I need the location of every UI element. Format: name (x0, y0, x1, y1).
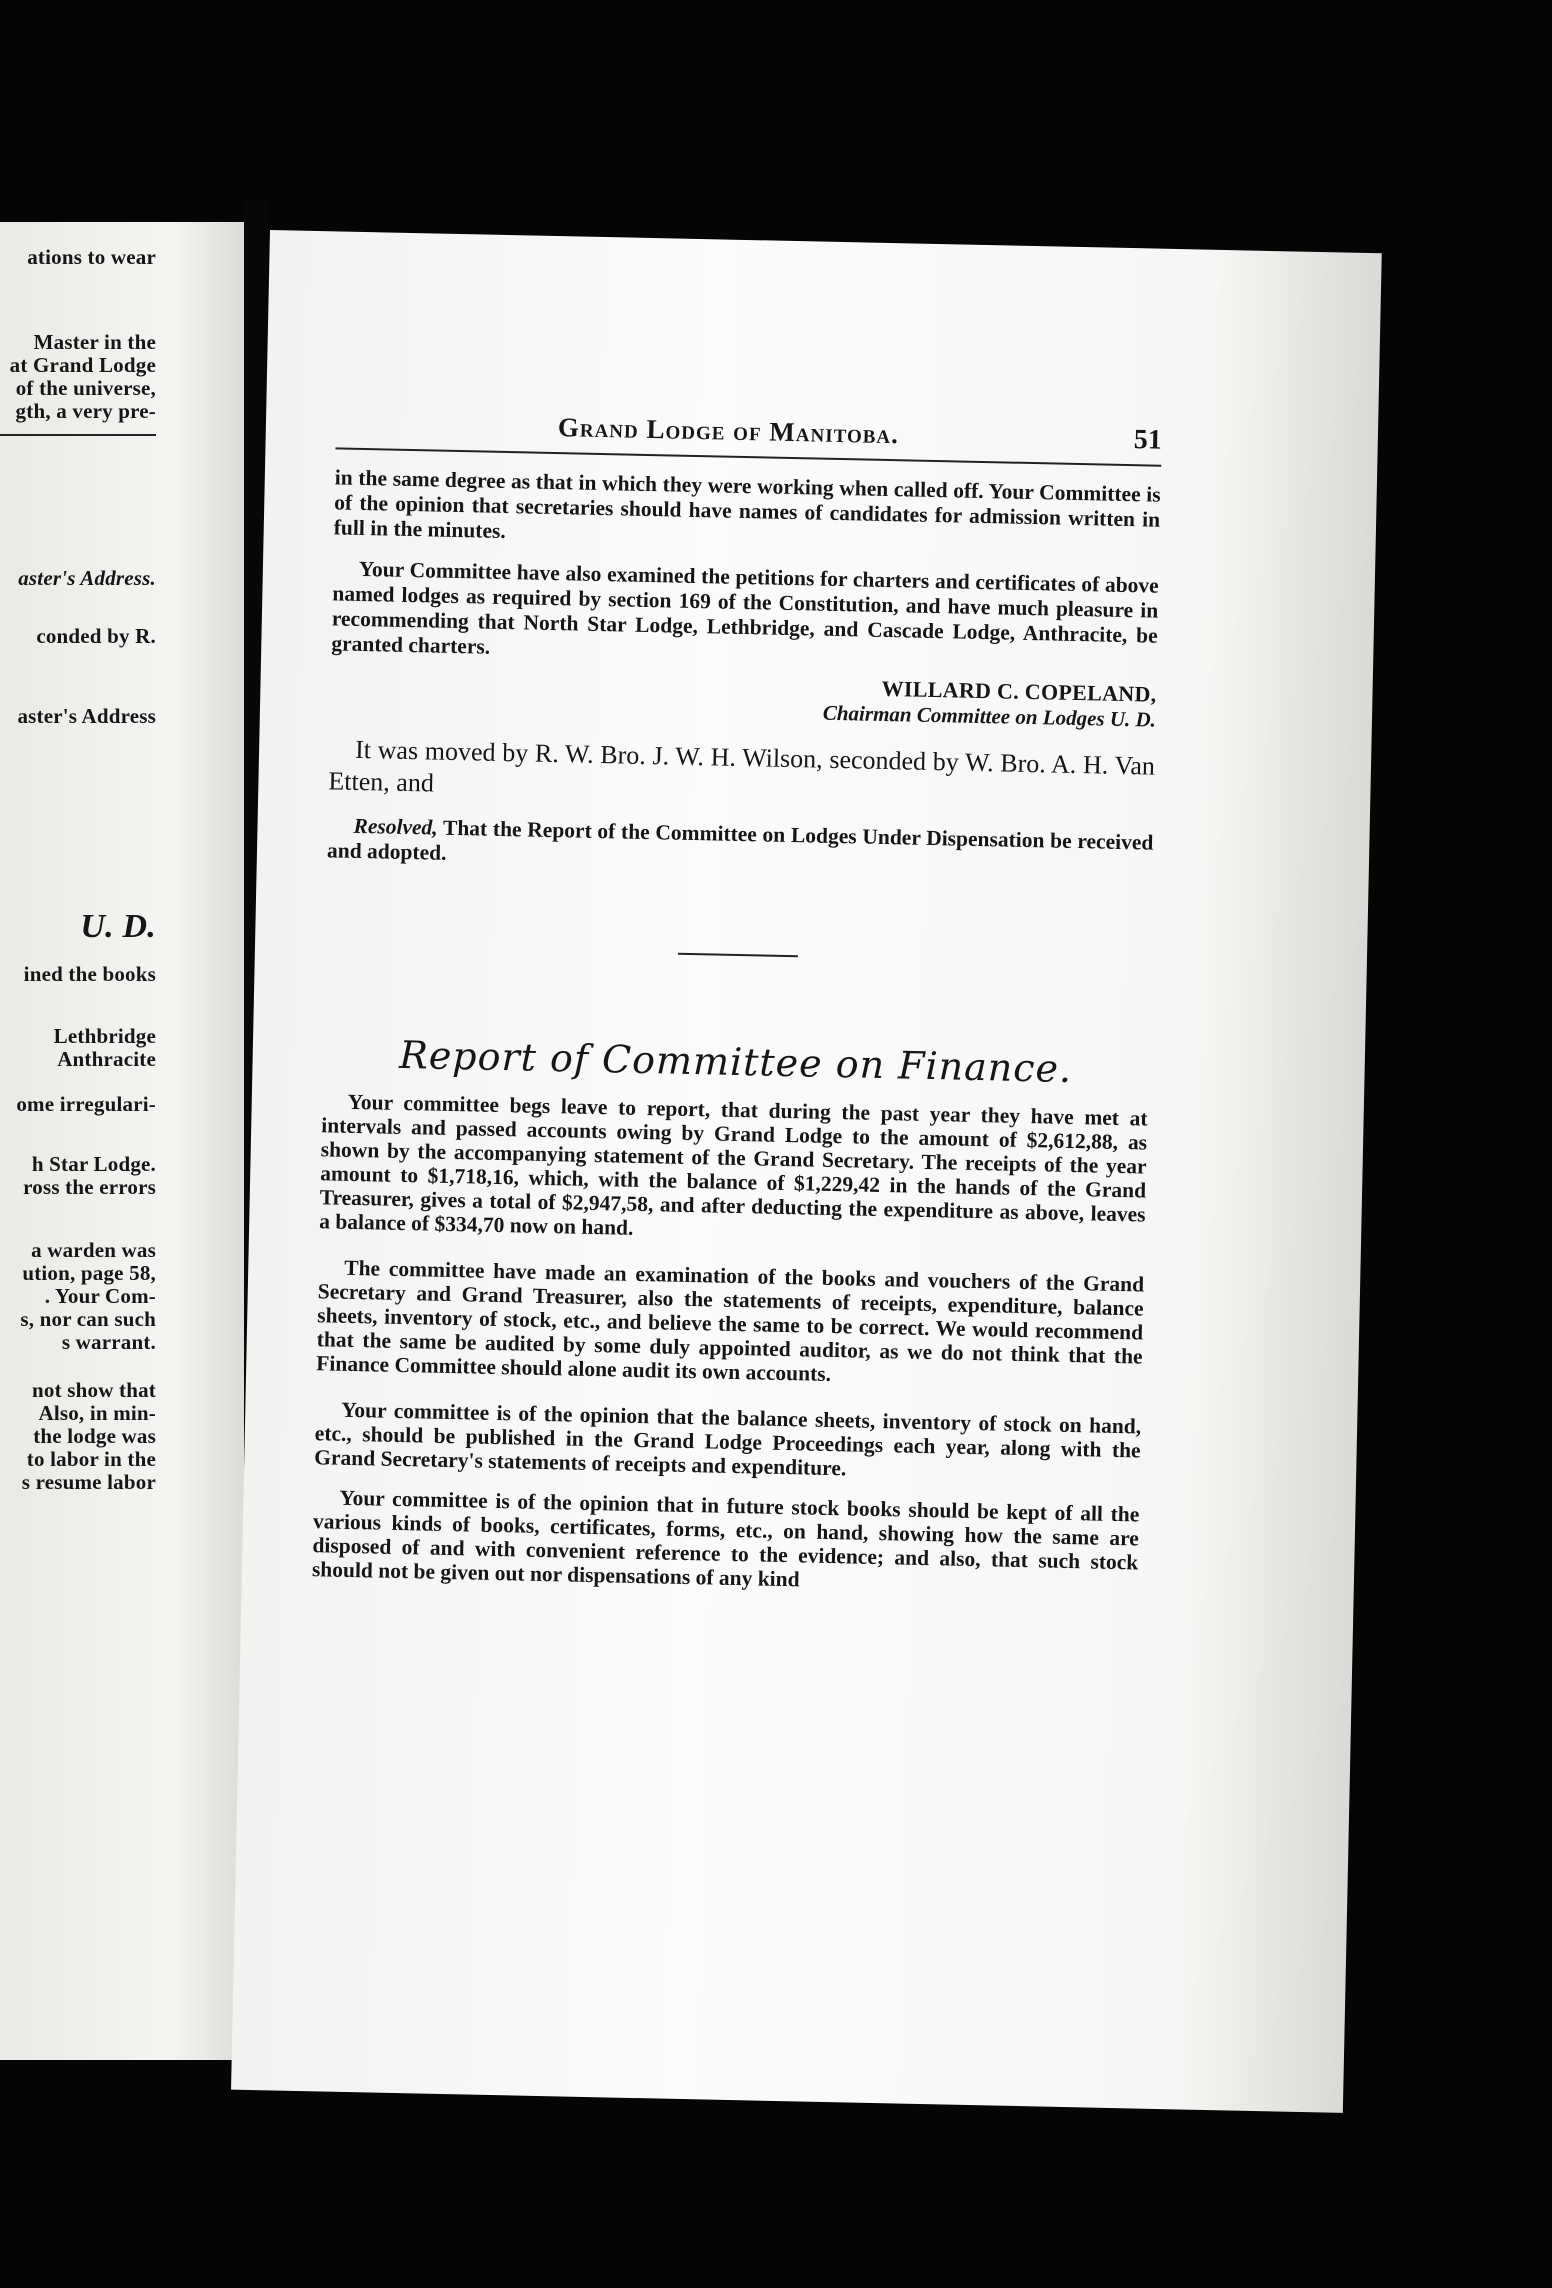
signature-name: WILLARD C. COPELAND, (881, 675, 1157, 707)
facing-page-line: Lethbridge (53, 1024, 156, 1048)
facing-page-line: of the universe, (15, 376, 156, 400)
facing-page-line: the lodge was (33, 1424, 156, 1448)
facing-page-line: aster's Address. (18, 566, 156, 590)
resolved-text: That the Report of the Committee on Lodges Under Dispensation be received and adopted. (326, 815, 1154, 865)
facing-page-line: ution, page 58, (22, 1261, 156, 1285)
section-divider (678, 953, 798, 958)
facing-page-line: s resume labor (21, 1470, 156, 1494)
page-number: 51 (1133, 424, 1163, 456)
facing-page-line: Master in the (33, 330, 156, 354)
finance-paragraph-2: The committee have made an examination of the books and vouchers of the Grand Secretary and Grand Treasurer, also the statements of receipts, expenditure, balance sheets, inventory of stock, etc., and believe the same to be correct. We would recommend that the same be audited by some duly appointed auditor, as we do not think that the Finance Committee should alone audit its own accounts. (316, 1255, 1145, 1386)
facing-page-line: conded by R. (36, 624, 156, 648)
finance-paragraph-4: Your committee is of the opinion that in future stock books should be kept of all the various kinds of books, certificates, forms, etc., on hand, showing how the same are disposed of and with convenient reference to the evidence; and also, that such stock should not be given out nor dispensations of any kind (311, 1485, 1140, 1592)
resolution-paragraph (327, 813, 1154, 880)
motion-paragraph: It was moved by R. W. Bro. J. W. H. Wilson, seconded by W. Bro. A. H. Van Etten, and (328, 734, 1156, 798)
facing-page-line: Also, in min- (38, 1401, 156, 1425)
facing-page-line: . Your Com- (44, 1284, 156, 1308)
facing-page-line: ined the books (23, 962, 156, 986)
section-title: Report of Committee on Finance. (398, 1032, 1073, 1091)
continued-paragraph: in the same degree as that in which they were working when called off. Your Committee is of the opinion that secretaries should have names of candidates for admission written in full in the minutes. (333, 465, 1161, 544)
facing-page-line: aster's Address (17, 704, 156, 728)
facing-page-line: s warrant. (61, 1330, 156, 1354)
page-content (312, 407, 1162, 1598)
facing-page-line: not show that (32, 1378, 156, 1402)
facing-page-line: s, nor can such (20, 1307, 156, 1331)
facing-page-fragment (0, 222, 244, 2060)
charters-paragraph: Your Committee have also examined the petitions for charters and certificates of above named lodges as required by section 169 of the Constitution, and have much pleasure in recommending that North Star Lodge, Lethbridge, and Cascade Lodge, Anthracite, be granted charters. (331, 556, 1159, 659)
running-title: Grand Lodge of Manitoba. (557, 412, 900, 450)
facing-page-line: at Grand Lodge (9, 353, 156, 377)
facing-page-rule (0, 434, 156, 436)
facing-page-line: a warden was (31, 1238, 156, 1262)
facing-page-line: gth, a very pre- (15, 399, 156, 423)
facing-page-line: Anthracite (57, 1047, 156, 1071)
running-head (335, 407, 1162, 466)
facing-page-line: ations to wear (27, 245, 156, 269)
facing-page-line: U. D. (80, 908, 156, 945)
facing-page-line: ross the errors (23, 1175, 156, 1199)
book-page (231, 230, 1382, 2113)
facing-page-line: to labor in the (26, 1447, 156, 1471)
signature-title: Chairman Committee on Lodges U. D. (822, 700, 1157, 732)
facing-page-line: ome irregulari- (16, 1092, 156, 1116)
finance-report (312, 1089, 1148, 1598)
resolved-lead: Resolved, (353, 813, 438, 840)
facing-page-line: h Star Lodge. (31, 1152, 156, 1176)
finance-paragraph-1: Your committee begs leave to report, that during the past year they have met at intervals and passed accounts owing by Grand Lodge to the amount of $2,612,88, as shown by the accompanying statement of the Grand Secretary. The receipts of the year amount to $1,718,16, which, with the balance of $1,229,42 in the hands of the Grand Treasurer, gives a total of $2,947,58, and after deducting the expenditure as above, leaves a balance of $334,70 now on hand. (319, 1089, 1148, 1240)
finance-paragraph-3: Your committee is of the opinion that the balance sheets, inventory of stock on hand, etc., should be published in the Grand Lodge Proceedings each year, along with the Grand Secretary's statements of receipts and expenditure. (314, 1397, 1142, 1481)
